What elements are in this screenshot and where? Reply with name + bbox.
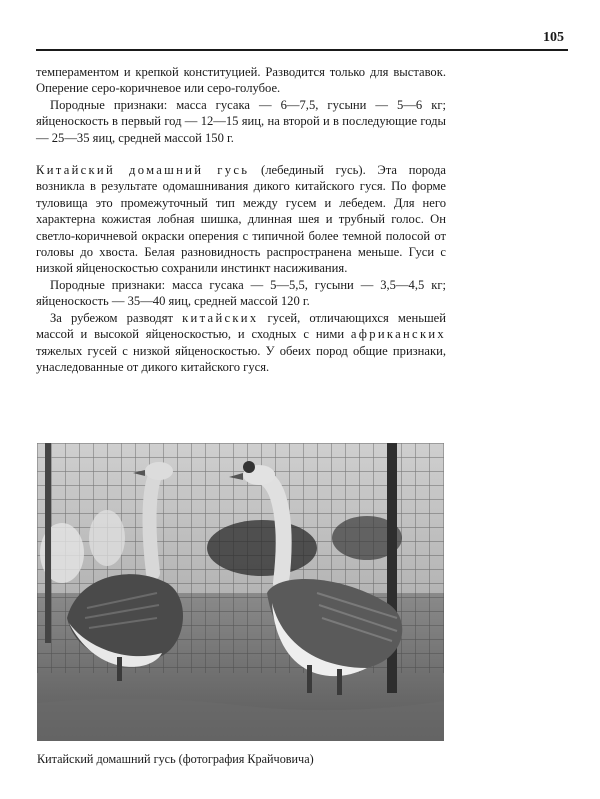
abroad-text-a: За рубежом разводят (50, 310, 183, 325)
breed-description: (лебединый гусь). Эта порода возникла в результате одомашнивания дикого китайского гуся. По форме туловища это промежуточный тип между гусем и лебедем. Для него характерна кожистая лобная шишка, длинная шея и трубный голос. Он светло-коричневой окраски оперения с типичной более темной полосой от головы до хвоста. Белая разновидность распространена меньше. Гуси с низкой яйценоскостью сохранили инстинкт насиживания. (36, 163, 446, 276)
goose-photo (37, 443, 444, 741)
paragraph-breed-traits-1: Породные признаки: масса гусака — 6—7,5, гусыни — 5—6 кг; яйценоскость в первый год — 12—15 яиц, на второй и в последующие годы — 25—35 яиц, средней массой 150 г. (36, 97, 446, 145)
body-text (36, 64, 446, 375)
page-number: 105 (543, 30, 564, 45)
abroad-term-african: африканских (350, 327, 446, 342)
photo-caption: Китайский домашний гусь (фотография Крайчовича) (37, 752, 314, 766)
paragraph-abroad (36, 310, 446, 376)
paragraph-chinese-goose (36, 162, 446, 277)
breed-title: Китайский домашний гусь (36, 163, 250, 178)
header-rule (36, 49, 568, 51)
paragraph-breed-traits-2: Породные признаки: масса гусака — 5—5,5, гусыни — 3,5—4,5 кг; яйценоскость — 35—40 яиц, средней массой 120 г. (36, 277, 446, 309)
paragraph-temperament: темпераментом и крепкой конституцией. Разводится только для выставок. Оперение серо-коричневое или серо-голубое. (36, 65, 446, 96)
abroad-text-c: гусей, отличающихся меньшей массой и высокой яйценоскостью, и сходных с ними (36, 310, 446, 342)
abroad-term-chinese: китайских (182, 310, 259, 325)
abroad-text-e: тяжелых гусей с низкой яйценоскостью. У обеих пород общие признаки, унаследованные от дикого китайского гуся. (36, 343, 446, 374)
goose-photo-illustration (37, 443, 444, 741)
